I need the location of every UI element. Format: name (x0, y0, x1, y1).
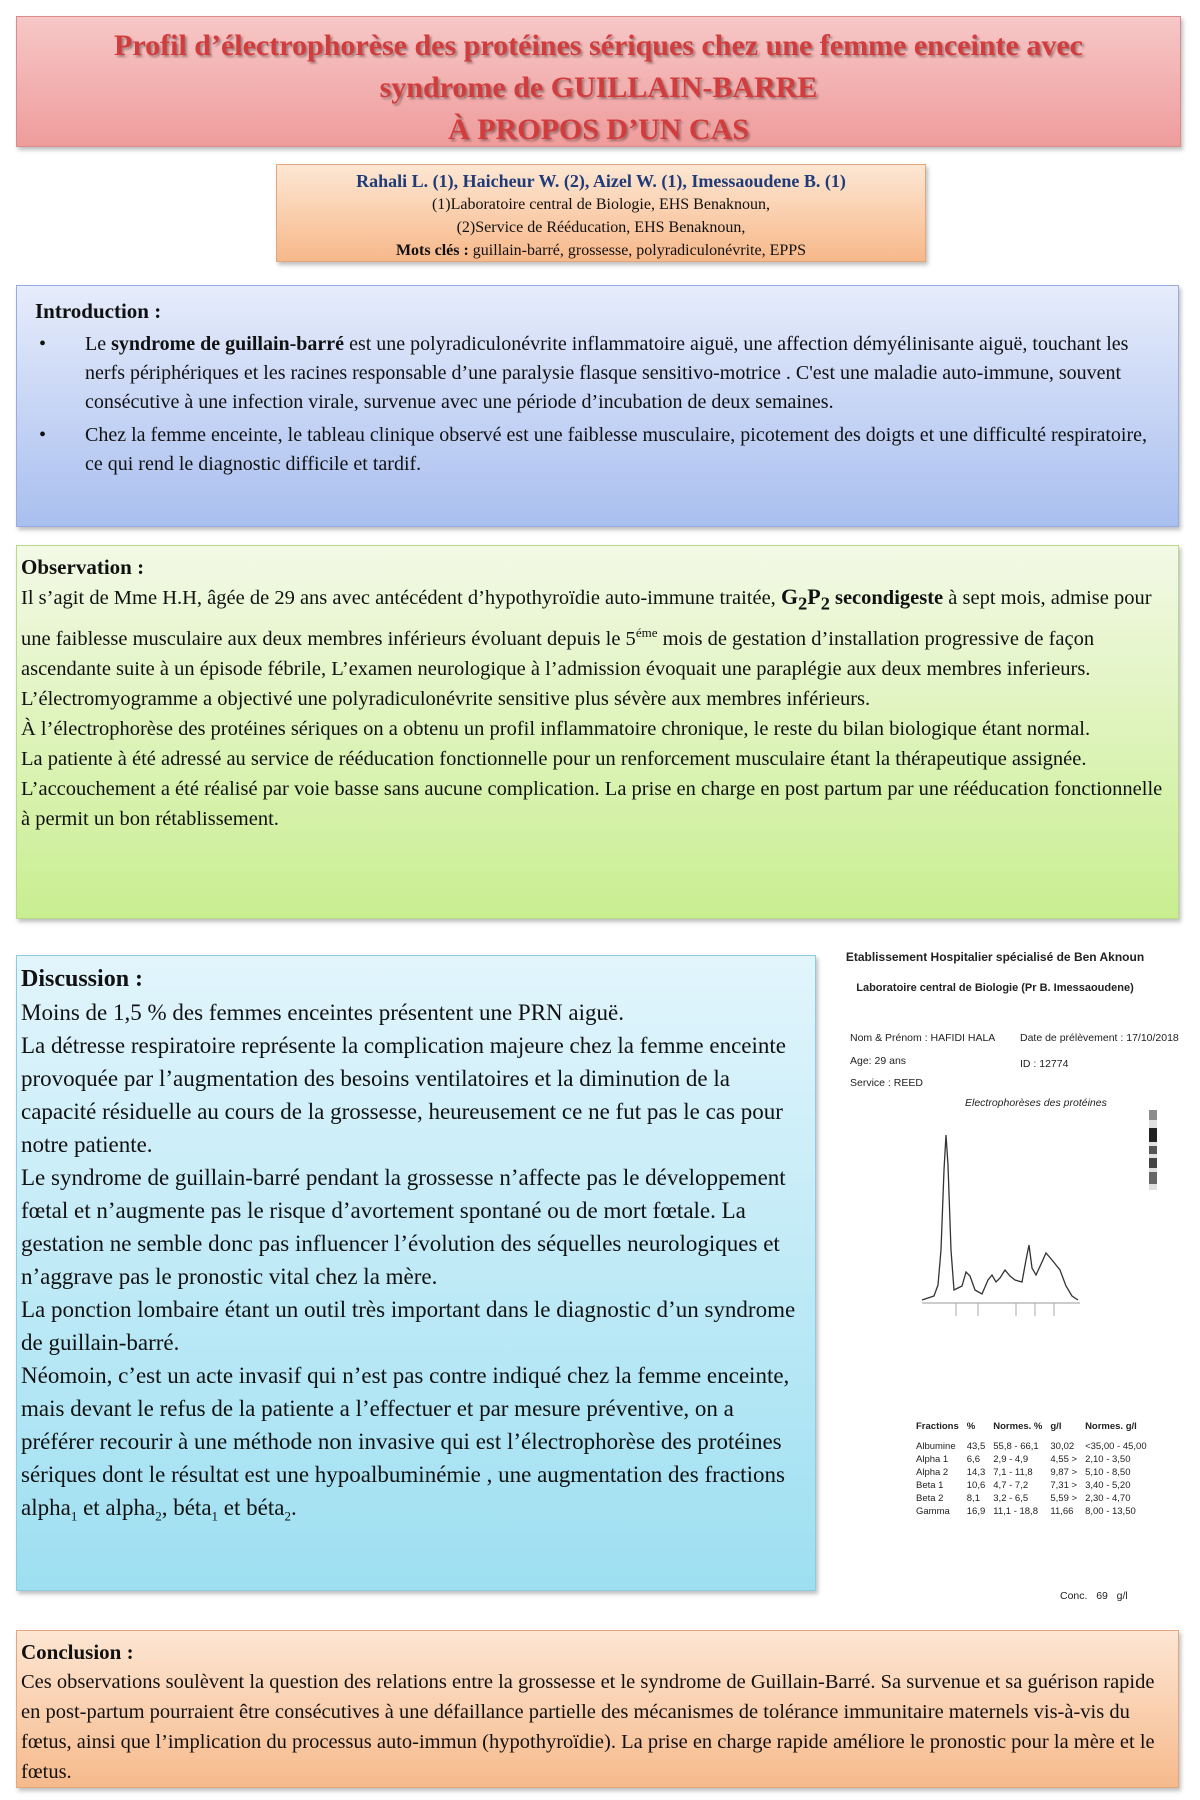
obs-p1-c: mois de gestation d’installation progressive de façon ascendante suite à un épisode fébrile, L’examen neurologique à l’admission évoquait une paraplégie aux deux membres inferieurs. L’électromyogramme a objectivé une polyradiculonévrite sensitive plus sévère aux membres inférieurs. (21, 628, 1095, 711)
protein-curve-line (922, 1135, 1078, 1300)
conc-unit: g/l (1116, 1590, 1128, 1602)
obs-gp (780, 584, 830, 614)
introduction-bullet-2-text: Chez la femme enceinte, le tableau clinique observé est une faiblesse musculaire, picotement des doigts et une difficulté respiratoire, ce qui rend le diagnostic difficile et tardif. (85, 424, 1148, 475)
cell: 10,6 (966, 1480, 986, 1491)
bullet-icon: • (39, 424, 47, 446)
table-row (912, 1479, 1151, 1492)
discussion-paragraph-5 (21, 1359, 811, 1533)
report-concentration (1060, 1590, 1128, 1602)
table-row (912, 1492, 1151, 1505)
cell: 3,2 - 6,5 (993, 1493, 1029, 1504)
cell: Alpha 1 (916, 1454, 949, 1465)
obs-p1-bold: secondigeste (829, 587, 944, 609)
poster-title (16, 16, 1181, 147)
report-chart-title: Electrophorèses des protéines (965, 1097, 1107, 1109)
cell: 11,1 - 18,8 (993, 1506, 1038, 1517)
obs-p1-b: à sept mois, admise pour une faiblesse musculaire aux deux membres inférieurs évoluant depuis le 5 (21, 587, 1152, 651)
cell: 3,40 - 5,20 (1085, 1480, 1131, 1491)
author-names: Rahali L. (1), Haicheur W. (2), Aizel W. (1), Imessaoudene B. (1) (356, 171, 846, 191)
header-norms-gl: Normes. g/l (1085, 1421, 1137, 1432)
bullet-icon: • (39, 333, 47, 355)
introduction-section (16, 285, 1179, 527)
fraction-dividers (956, 1303, 1054, 1316)
obs-g: G (780, 584, 799, 609)
discussion-section (16, 955, 816, 1591)
cell: 11,66 (1050, 1506, 1074, 1517)
cell: 43,5 (966, 1441, 986, 1452)
cell: <35,00 - 45,00 (1085, 1441, 1147, 1452)
observation-section (16, 545, 1179, 919)
intro-b1-post: est une polyradiculonévrite inflammatoire aiguë, une affection démyélinisante aiguë, touchant les nerfs périphériques et les racines responsable d’une paralysie flasque sensitivo-motrice . C'est une maladie auto-immune, souvent consécutive à une infection virale, survenue avec une période d’incubation de deux semaines. (85, 333, 1129, 413)
keywords-text: guillain-barré, grossesse, polyradiculonévrite, EPPS (468, 242, 807, 259)
observation-heading: Observation : (21, 555, 145, 579)
cell: 55,8 - 66,1 (993, 1441, 1039, 1452)
cell: 6,6 (966, 1454, 980, 1465)
conclusion-section (16, 1630, 1179, 1788)
cell: 2,10 - 3,50 (1085, 1454, 1131, 1465)
conclusion-text: Ces observations soulèvent la question des relations entre la grossesse et le syndrome de Guillain-Barré. Sa survenue et sa guérison rapide en post-partum pourraient être consécutives à une défaillance partielle des mécanismes de tolérance immunitaire maternels vis-à-vis du fœtus, ainsi que l’implication du processus auto-immun (hypothyroïdie). La prise en charge rapide améliore le pronostic pour la mère et le fœtus. (21, 1671, 1155, 1783)
report-patient-name: Nom & Prénom : HAFIDI HALA (850, 1032, 996, 1044)
cell: 5,59 > (1050, 1493, 1078, 1504)
disc-p5-b: et alpha (77, 1495, 156, 1520)
cell: 4,55 > (1050, 1454, 1078, 1465)
obs-p1-sup: éme (635, 625, 658, 641)
disc-sub2: 2 (155, 1508, 162, 1524)
disc-p5-e: . (290, 1495, 297, 1520)
affiliation-1: (1)Laboratoire central de Biologie, EHS Benaknoun, (431, 196, 771, 213)
cell: 14,3 (966, 1467, 986, 1478)
table-row (912, 1453, 1151, 1466)
table-row (912, 1440, 1151, 1453)
title-line-2: syndrome de GUILLAIN-BARRE (379, 71, 818, 104)
obs-p-sub: 2 (820, 593, 830, 614)
cell: 8,00 - 13,50 (1085, 1506, 1136, 1517)
obs-p: P (807, 584, 821, 609)
disc-p5-d: et béta (218, 1495, 285, 1520)
report-service: Service : REED (850, 1077, 923, 1089)
cell: Beta 2 (916, 1493, 944, 1504)
affiliation-2: (2)Service de Rééducation, EHS Benaknoun, (456, 219, 746, 236)
gel-band-strip (1149, 1110, 1157, 1190)
cell: 2,30 - 4,70 (1085, 1493, 1131, 1504)
conc-value: 69 (1096, 1590, 1108, 1602)
obs-g-sub: 2 (798, 593, 808, 614)
cell: 7,1 - 11,8 (993, 1467, 1033, 1478)
conc-label: Conc. (1060, 1590, 1088, 1602)
introduction-bullet-1-text (85, 330, 1160, 417)
table-row (912, 1466, 1151, 1479)
report-date: Date de prélèvement : 17/10/2018 (1020, 1032, 1179, 1044)
cell: 2,9 - 4,9 (993, 1454, 1029, 1465)
table-row (912, 1505, 1151, 1518)
header-gl: g/l (1050, 1421, 1062, 1432)
disc-sub3: 1 (211, 1508, 219, 1524)
obs-p1-a: Il s’agit de Mme H.H, âgée de 29 ans avec antécédent d’hypothyroïdie auto-immune traitée, (21, 587, 781, 609)
cell: 7,31 > (1050, 1480, 1078, 1491)
fractions-header-row (912, 1420, 1151, 1440)
cell: Albumine (916, 1441, 956, 1452)
fractions-table (912, 1420, 1151, 1518)
cell: Alpha 2 (916, 1467, 949, 1478)
introduction-bullet-2 (35, 421, 1160, 479)
disc-sub1: 1 (70, 1508, 78, 1524)
cell: 5,10 - 8,50 (1085, 1467, 1131, 1478)
disc-p5-a: Néomoin, c’est un acte invasif qui n’est pas contre indiqué chez la femme enceinte, mais devant le refus de la patiente a l’effectuer et par mesure préventive, on a préférer recourir à une méthode non invasive qui est l’électrophorèse des protéines sériques dont le résultat est une hypoalbuminémie , une augmentation des fractions alpha (21, 1363, 790, 1520)
header-fractions: Fractions (916, 1421, 959, 1432)
header-percent: % (966, 1421, 976, 1432)
introduction-heading: Introduction : (35, 299, 162, 323)
introduction-bullet-1 (35, 330, 1160, 417)
observation-paragraph-2: À l’électrophorèse des protéines sériques on a obtenu un profil inflammatoire chronique, le reste du bilan biologique étant normal. (21, 718, 1091, 741)
report-id: ID : 12774 (1020, 1058, 1069, 1070)
discussion-paragraph-2: La détresse respiratoire représente la complication majeure chez la femme enceinte provoquée par l’augmentation des besoins ventilatoires et la diminution de la capacité résiduelle au cours de la grossesse, heureusement ce ne fut pas le cas pour notre patiente. (21, 1033, 786, 1157)
cell: 4,7 - 7,2 (993, 1480, 1029, 1491)
discussion-heading: Discussion : (21, 966, 144, 992)
discussion-paragraph-4: La ponction lombaire étant un outil très important dans le diagnostic d’un syndrome de guillain-barré. (21, 1297, 796, 1355)
title-line-3: À PROPOS D’UN CAS (448, 113, 749, 146)
authors-box (276, 164, 926, 262)
report-hospital: Etablissement Hospitalier spécialisé de Ben Aknoun (845, 950, 1145, 964)
keywords (277, 239, 925, 262)
discussion-paragraph-3: Le syndrome de guillain-barré pendant la grossesse n’affecte pas le développement fœtal et n’augmente pas le risque d’avortement spontané ou de mort fœtale. La gestation ne semble donc pas influencer l’évolution des séquelles neurologiques et n’aggrave pas le pronostic vital chez la mère. (21, 1165, 786, 1289)
lab-report (830, 940, 1185, 1620)
disc-sub4: 2 (284, 1508, 291, 1524)
header-norms-percent: Normes. % (993, 1421, 1043, 1432)
electrophoresis-curve (830, 1110, 1185, 1370)
observation-paragraph-1 (21, 582, 1174, 714)
conclusion-heading: Conclusion : (21, 1640, 134, 1664)
discussion-paragraph-1: Moins de 1,5 % des femmes enceintes présentent une PRN aiguë. (21, 1000, 624, 1025)
observation-paragraph-4: L’accouchement a été réalisé par voie basse sans aucune complication. La prise en charge en post partum par une rééducation fonctionnelle à permit un bon rétablissement. (21, 778, 1163, 831)
intro-b1-bold: syndrome de guillain-barré (111, 333, 345, 355)
cell: Beta 1 (916, 1480, 944, 1491)
report-age: Age: 29 ans (850, 1055, 907, 1067)
disc-p5-c: , béta (161, 1495, 212, 1520)
title-line-1: Profil d’électrophorèse des protéines sériques chez une femme enceinte avec (114, 29, 1083, 62)
cell: 8,1 (966, 1493, 980, 1504)
cell: 30,02 (1050, 1441, 1075, 1452)
cell: 16,9 (966, 1506, 986, 1517)
intro-b1-pre: Le (85, 333, 112, 355)
cell: Gamma (916, 1506, 950, 1517)
cell: 9,87 > (1050, 1467, 1078, 1478)
keywords-label: Mots clés : (395, 242, 469, 259)
observation-paragraph-3: La patiente à été adressé au service de rééducation fonctionnelle pour un renforcement musculaire étant la thérapeutique assignée. (21, 748, 1087, 771)
report-lab: Laboratoire central de Biologie (Pr B. Imessaoudene) (856, 982, 1134, 994)
